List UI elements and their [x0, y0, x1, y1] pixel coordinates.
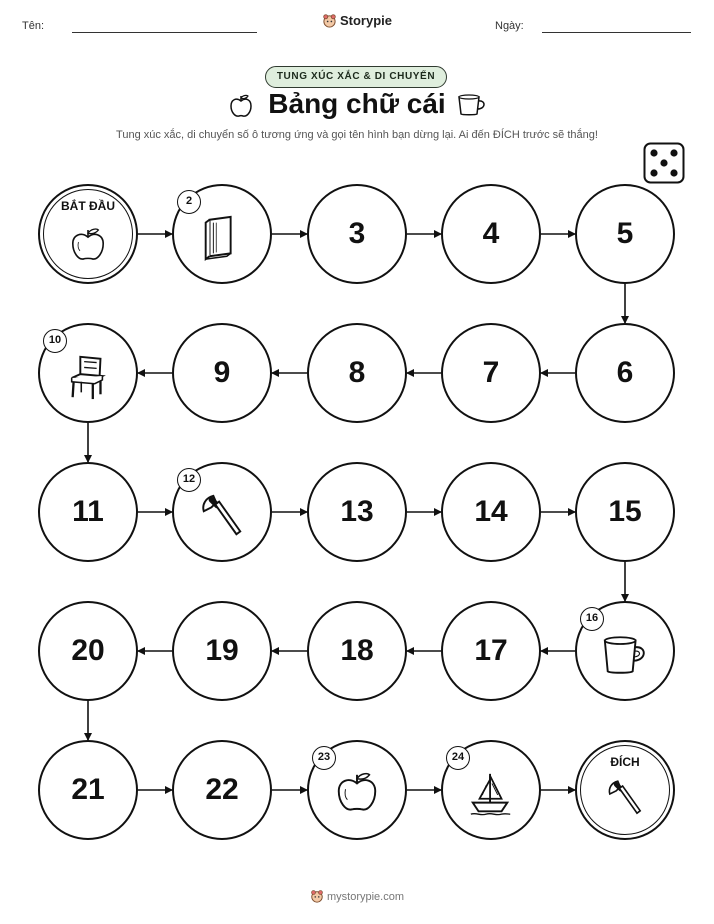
date-line[interactable]: [542, 32, 691, 33]
cell-number: 18: [340, 634, 374, 667]
board-cell: [38, 462, 138, 562]
board-cell: [307, 740, 407, 840]
board-cell: [575, 323, 675, 423]
start-cell: [38, 184, 138, 284]
cell-number-badge: 24: [446, 746, 470, 770]
cup-icon: [601, 631, 649, 679]
name-line[interactable]: [72, 32, 257, 33]
board-cell: [307, 323, 407, 423]
storypie-logo-icon: [322, 13, 337, 28]
boat-icon: [467, 770, 515, 818]
board-cell: [172, 323, 272, 423]
cell-number: 6: [616, 356, 634, 389]
chair-icon: [64, 353, 112, 401]
cell-number: 8: [348, 356, 366, 389]
footer: [0, 889, 714, 903]
cell-number: 17: [474, 634, 508, 667]
footer-text: mystorypie.com: [326, 891, 405, 903]
board-cell: [38, 323, 138, 423]
cell-number: 4: [482, 217, 500, 250]
cell-number-badge: 10: [43, 329, 67, 353]
board-cell: [575, 601, 675, 701]
cell-number: 13: [340, 495, 374, 528]
cell-number: 3: [348, 217, 366, 250]
board-cell: [575, 184, 675, 284]
cell-number-badge: 2: [177, 190, 201, 214]
page-title: Bảng chữ cái: [268, 88, 446, 119]
category-pill: TUNG XÚC XẮC & DI CHUYỂN: [265, 66, 447, 88]
cell-number: 15: [608, 495, 642, 528]
board-cell: [441, 184, 541, 284]
cup-icon: [456, 93, 488, 117]
start-label: BẮT ĐẦU: [61, 199, 115, 213]
brand-name: Storypie: [339, 13, 392, 28]
name-label: Tên:: [22, 20, 45, 32]
cell-number: 11: [72, 495, 104, 528]
finish-label: ĐÍCH: [610, 755, 640, 769]
cell-number: 5: [616, 217, 634, 250]
cell-number-badge: 23: [312, 746, 336, 770]
board-cell: [38, 601, 138, 701]
board-cell: [441, 462, 541, 562]
board-cell: [441, 323, 541, 423]
board-cell: [575, 462, 675, 562]
cell-number-badge: 16: [580, 607, 604, 631]
brand: [0, 13, 714, 28]
board-cell: [307, 462, 407, 562]
board-cell: [172, 740, 272, 840]
board-cell: [172, 601, 272, 701]
cell-number: 9: [213, 356, 231, 389]
axe-icon: [605, 778, 645, 818]
cell-number: 7: [482, 356, 500, 389]
board-cell: [441, 601, 541, 701]
board-cell: [307, 601, 407, 701]
book-icon: [198, 214, 246, 262]
cell-number: 22: [205, 773, 239, 806]
instructions: Tung xúc xắc, di chuyển số ô tương ứng và gọi tên hình bạn dừng lại. Ai đến ĐÍCH trước sẽ thắng!: [116, 129, 598, 141]
cell-number: 21: [71, 773, 105, 806]
cell-number: 14: [474, 495, 508, 528]
apple-icon: [333, 770, 381, 818]
date-label: Ngày:: [495, 20, 524, 32]
finish-cell: [575, 740, 675, 840]
dice-icon: [643, 142, 685, 184]
cell-number-badge: 12: [177, 468, 201, 492]
board-cell: [172, 184, 272, 284]
storypie-logo-icon: [310, 889, 324, 903]
axe-icon: [198, 492, 246, 540]
cell-number: 20: [71, 634, 105, 667]
board-cell: [441, 740, 541, 840]
apple-icon: [68, 226, 108, 266]
board-cell: [172, 462, 272, 562]
board-cell: [307, 184, 407, 284]
cell-number: 19: [205, 634, 239, 667]
board-cell: [38, 740, 138, 840]
